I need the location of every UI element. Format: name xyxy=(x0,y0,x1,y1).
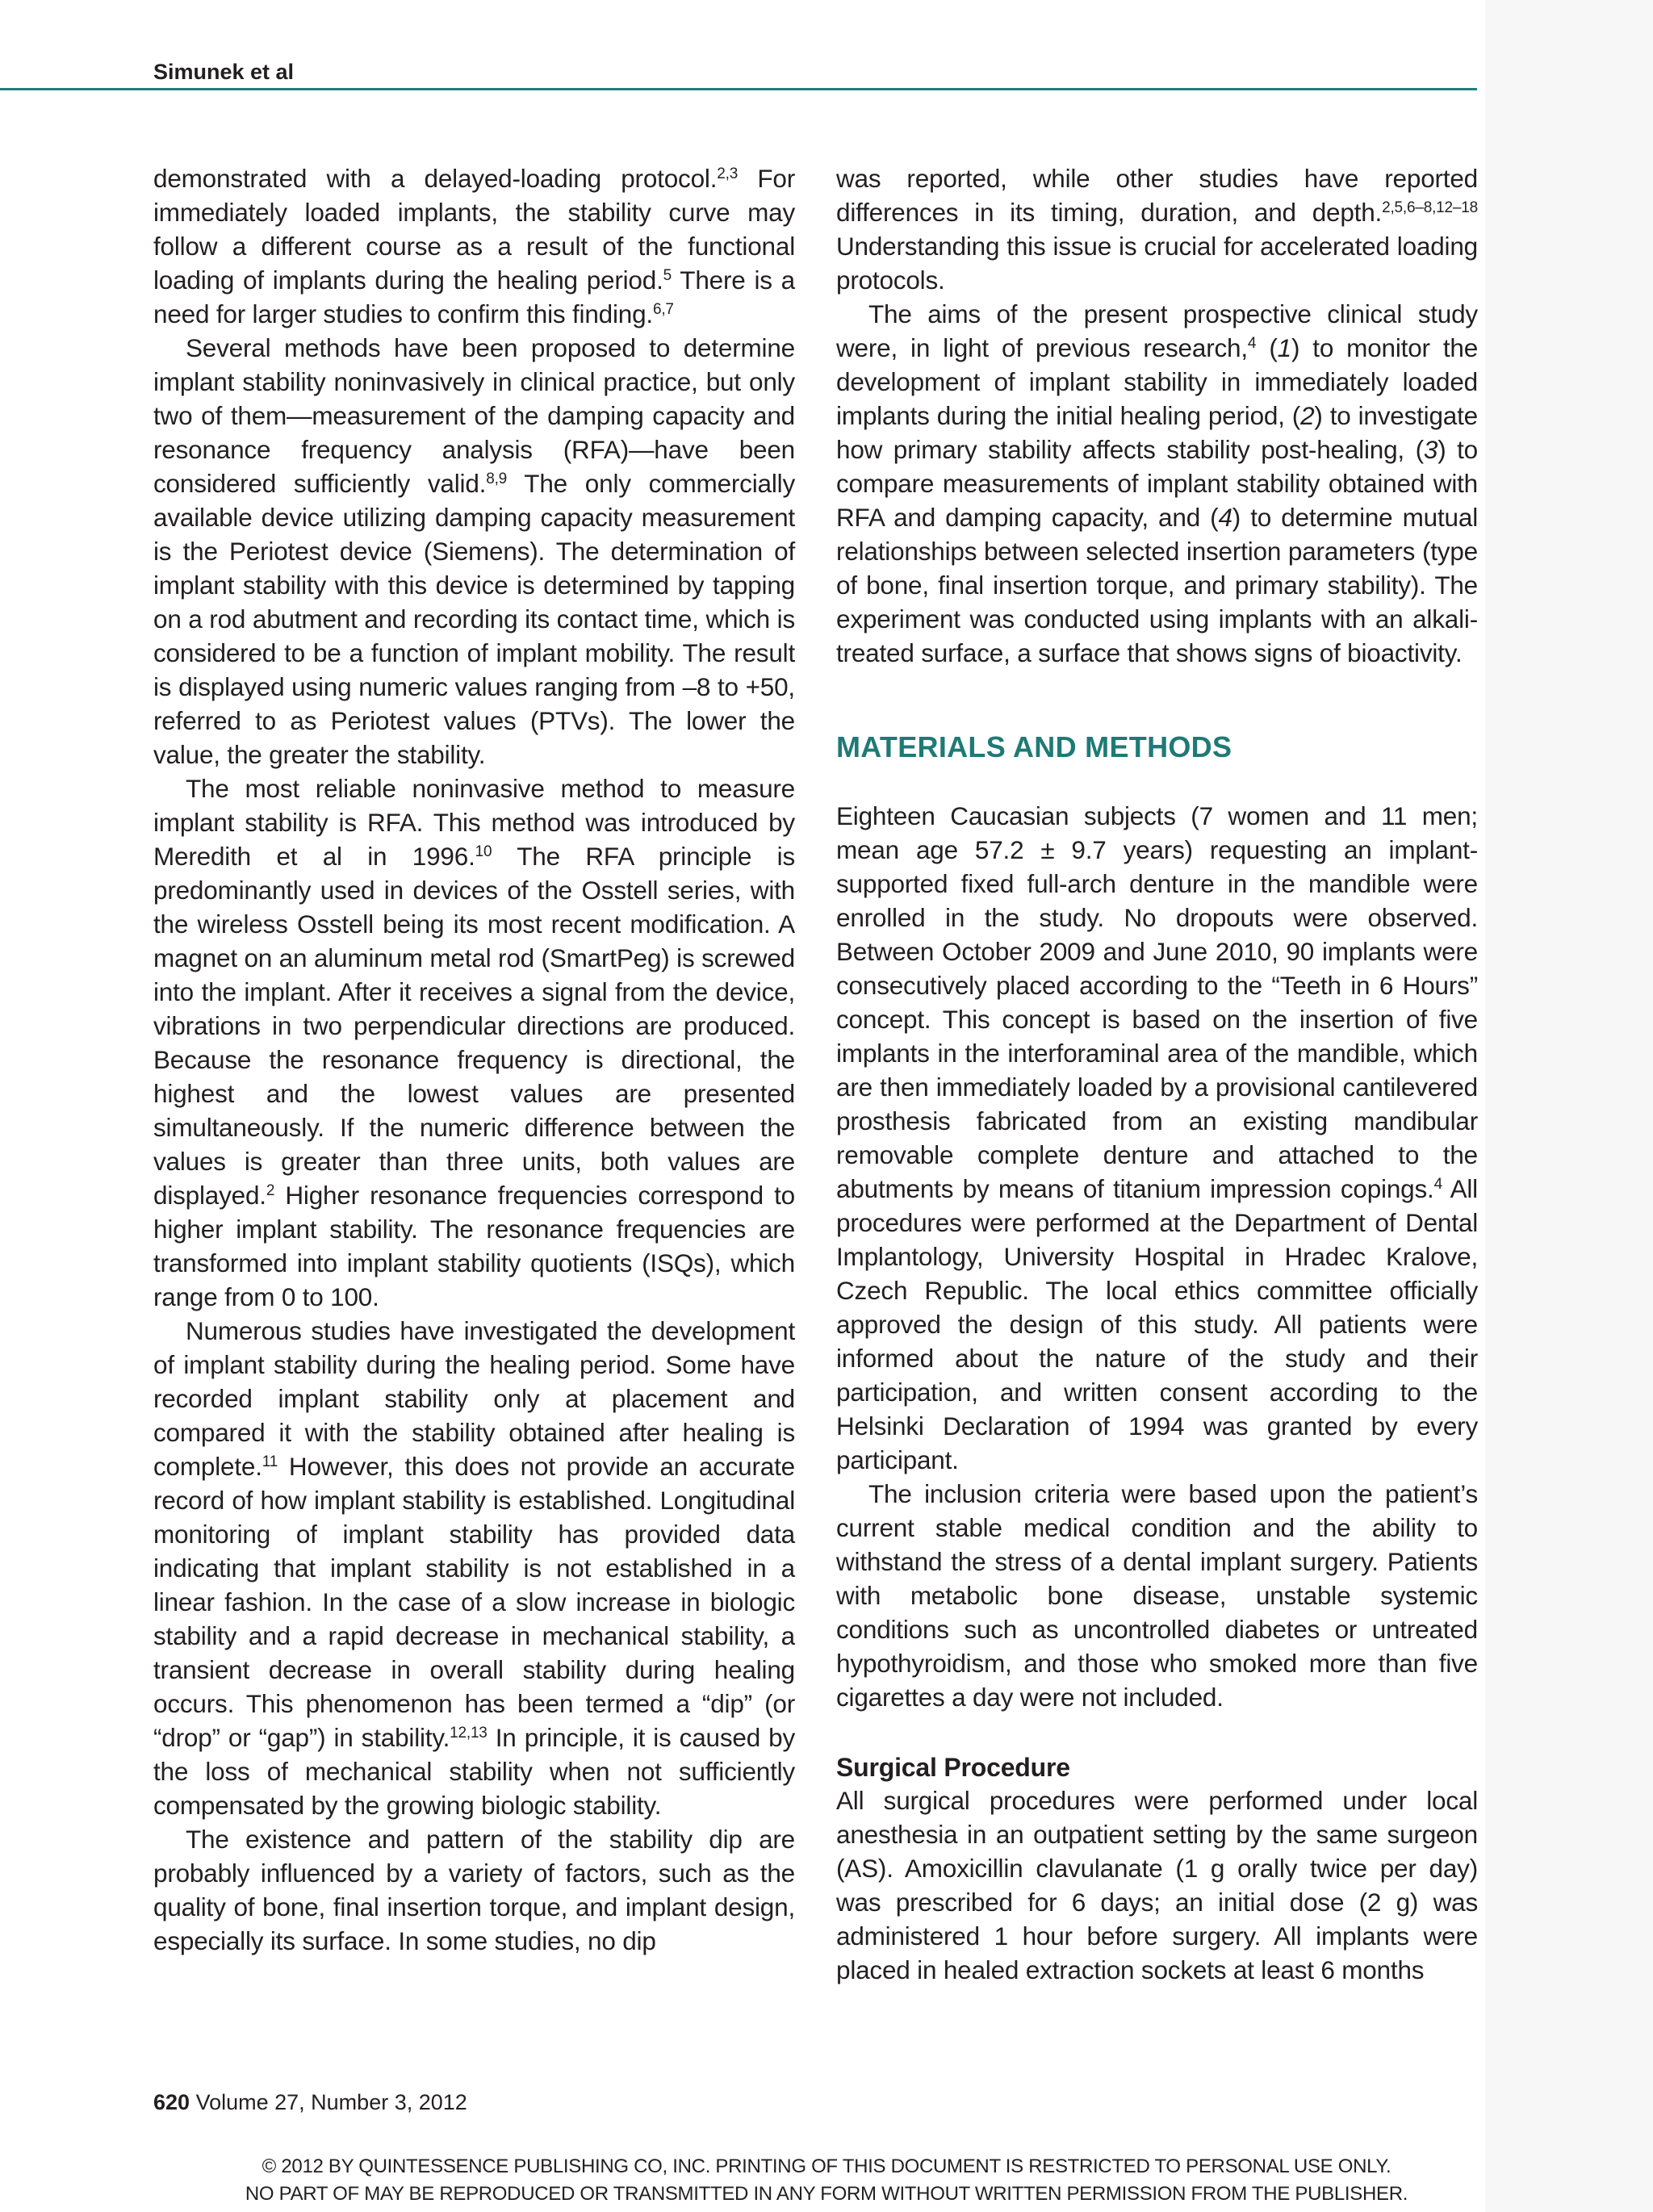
paragraph: The existence and pattern of the stability dip are probably influenced by a variety of factors, such as the quality of bone, final insertion torque, and implant design, especially its surface. In some studies, no dip xyxy=(153,1825,795,1955)
citation: 2,5,6–8,12–18 xyxy=(1382,199,1478,216)
copyright-notice xyxy=(0,2153,1653,2208)
citation: 11 xyxy=(262,1453,278,1470)
citation: 10 xyxy=(475,843,492,860)
right-column xyxy=(836,161,1478,1987)
paragraph: Numerous studies have investigated the development of implant stability during the healing period. Some have recorded implant stability only at placement and compared it with the stability obtained after healing is complete.$^{11}$ However, this does not provide an accurate record of how implant stability is established. Longitudinal monitoring of implant stability has provided data indicating that implant stability is not established in a linear fashion. In the case of a slow increase in biologic stability and a rapid decrease in mechanical stability, a transient decrease in overall stability during healing occurs. This phenomenon has been termed a “dip” (or “drop” or “gap”) in stability.$^{12,13}$ In principle, it is caused by the loss of mechanical stability when not sufficiently compensated by the growing biologic stability. xyxy=(153,1316,795,1820)
citation: 12,13 xyxy=(450,1725,488,1742)
issue-info: Volume 27, Number 3, 2012 xyxy=(195,2090,467,2114)
running-head: Simunek et al xyxy=(153,60,295,84)
citation: 4 xyxy=(1247,335,1257,352)
header-rule xyxy=(0,88,1477,90)
citation: 2 xyxy=(266,1182,275,1199)
citation: 6,7 xyxy=(652,301,674,318)
paragraph: The inclusion criteria were based upon the patient’s current stable medical condition and the ability to withstand the stress of a dental implant surgery. Patients with metabolic bone disease, unstable systemic conditions such as uncontrolled diabetes or untreated hypothyroidism, and those who smoked more than five cigarettes a day were not included. xyxy=(836,1479,1478,1712)
section-heading: MATERIALS AND METHODS xyxy=(836,730,1232,763)
paragraph: Eighteen Caucasian subjects (7 women and 11 men; mean age 57.2 ± 9.7 years) requesting an implant-supported fixed full-arch denture in the mandible were enrolled in the study. No dropouts were observed. Between October 2009 and June 2010, 90 implants were consecutively placed according to the “Teeth in 6 Hours” concept. This concept is based on the insertion of five implants in the interforaminal area of the mandible, which are then immediately loaded by a provisional cantilevered prosthesis fabricated from an existing mandibular removable complete denture and attached to the abutments by means of titanium impression copings.$^4$ All procedures were performed at the Department of Dental Implantology, University Hospital in Hradec Kralove, Czech Republic. The local ethics committee officially approved the design of this study. All patients were informed about the nature of the study and their participation, and written consent according to the Helsinki Declaration of 1994 was granted by every participant. xyxy=(836,801,1478,1474)
paragraph: The most reliable noninvasive method to measure implant stability is RFA. This method was introduced by Meredith et al in 1996.10 The RFA principle is predominantly used in devices of the Osstell series, with the wireless Osstell being its most recent modification. A magnet on an aluminum metal rod (SmartPeg) is screwed into the implant. After it receives a signal from the device, vibrations in two perpendicular directions are produced. Because the resonance frequency is directional, the highest and the lowest values are presented simultaneously. If the numeric difference between the values is greater than three units, both values are displayed.$^2$ Higher resonance frequencies correspond to higher implant stability. The resonance frequencies are transformed into implant stability quotients (ISQs), which range from 0 to 100. xyxy=(153,774,795,1311)
paragraph: was reported, while other studies have reported differences in its timing, duration, and depth.$^{2,5,6-8,12-18}$ Understanding this issue is crucial for accelerated loading protocols. xyxy=(836,164,1478,295)
left-column xyxy=(153,161,795,1958)
page-footer xyxy=(153,2090,467,2115)
paragraph: All surgical procedures were performed under local anesthesia in an outpatient setting by the same surgeon (AS). Amoxicillin clavulanate (1 g orally twice per day) was prescribed for 6 days; an initial dose (2 g) was administered 1 hour before surgery. All implants were placed in healed extraction sockets at least 6 months xyxy=(836,1786,1478,1984)
citation: 8,9 xyxy=(486,470,508,487)
citation: 5 xyxy=(663,267,672,284)
subsection-heading: Surgical Procedure xyxy=(836,1753,1070,1782)
citation: 2,3 xyxy=(717,165,739,182)
page-number: 620 xyxy=(153,2090,190,2114)
citation: 4 xyxy=(1433,1176,1442,1193)
paragraph: Several methods have been proposed to determine implant stability noninvasively in clinical practice, but only two of them—measurement of the damping capacity and resonance frequency analysis (RFA)—have been considered sufficiently valid.$^{8,9}$ The only commercially available device utilizing damping capacity measurement is the Periotest device (Siemens). The determination of implant stability with this device is determined by tapping on a rod abutment and recording its contact time, which is considered to be a function of implant mobility. The result is displayed using numeric values ranging from –8 to +50, referred to as Periotest values (PTVs). The lower the value, the greater the stability. xyxy=(153,333,795,769)
page-margin-shade xyxy=(1485,0,1653,2212)
paragraph: The aims of the present prospective clinical study were, in light of previous research,$^4$ (1) to monitor the development of implant stability in immediately loaded implants during the initial healing period, (2) to investigate how primary stability affects stability post-healing, (3) to compare measurements of implant stability obtained with RFA and damping capacity, and (4) to determine mutual relationships between selected insertion parameters (type of bone, final insertion torque, and primary stability). The experiment was conducted using implants with an alkali-treated surface, a surface that shows signs of bioactivity. xyxy=(836,299,1479,667)
copyright-line: © 2012 BY QUINTESSENCE PUBLISHING CO, INC. PRINTING OF THIS DOCUMENT IS RESTRICTED TO PERSONAL USE ONLY. xyxy=(262,2156,1391,2177)
copyright-line: NO PART OF MAY BE REPRODUCED OR TRANSMITTED IN ANY FORM WITHOUT WRITTEN PERMISSION FROM THE PUBLISHER. xyxy=(245,2183,1408,2205)
paragraph: demonstrated with a delayed-loading protocol.$^{2,3}$ For immediately loaded implants, the stability curve may follow a different course as a result of the functional loading of implants during the healing period.$^5$ There is a need for larger studies to confirm this finding.$^{6,7}$ xyxy=(153,164,795,328)
